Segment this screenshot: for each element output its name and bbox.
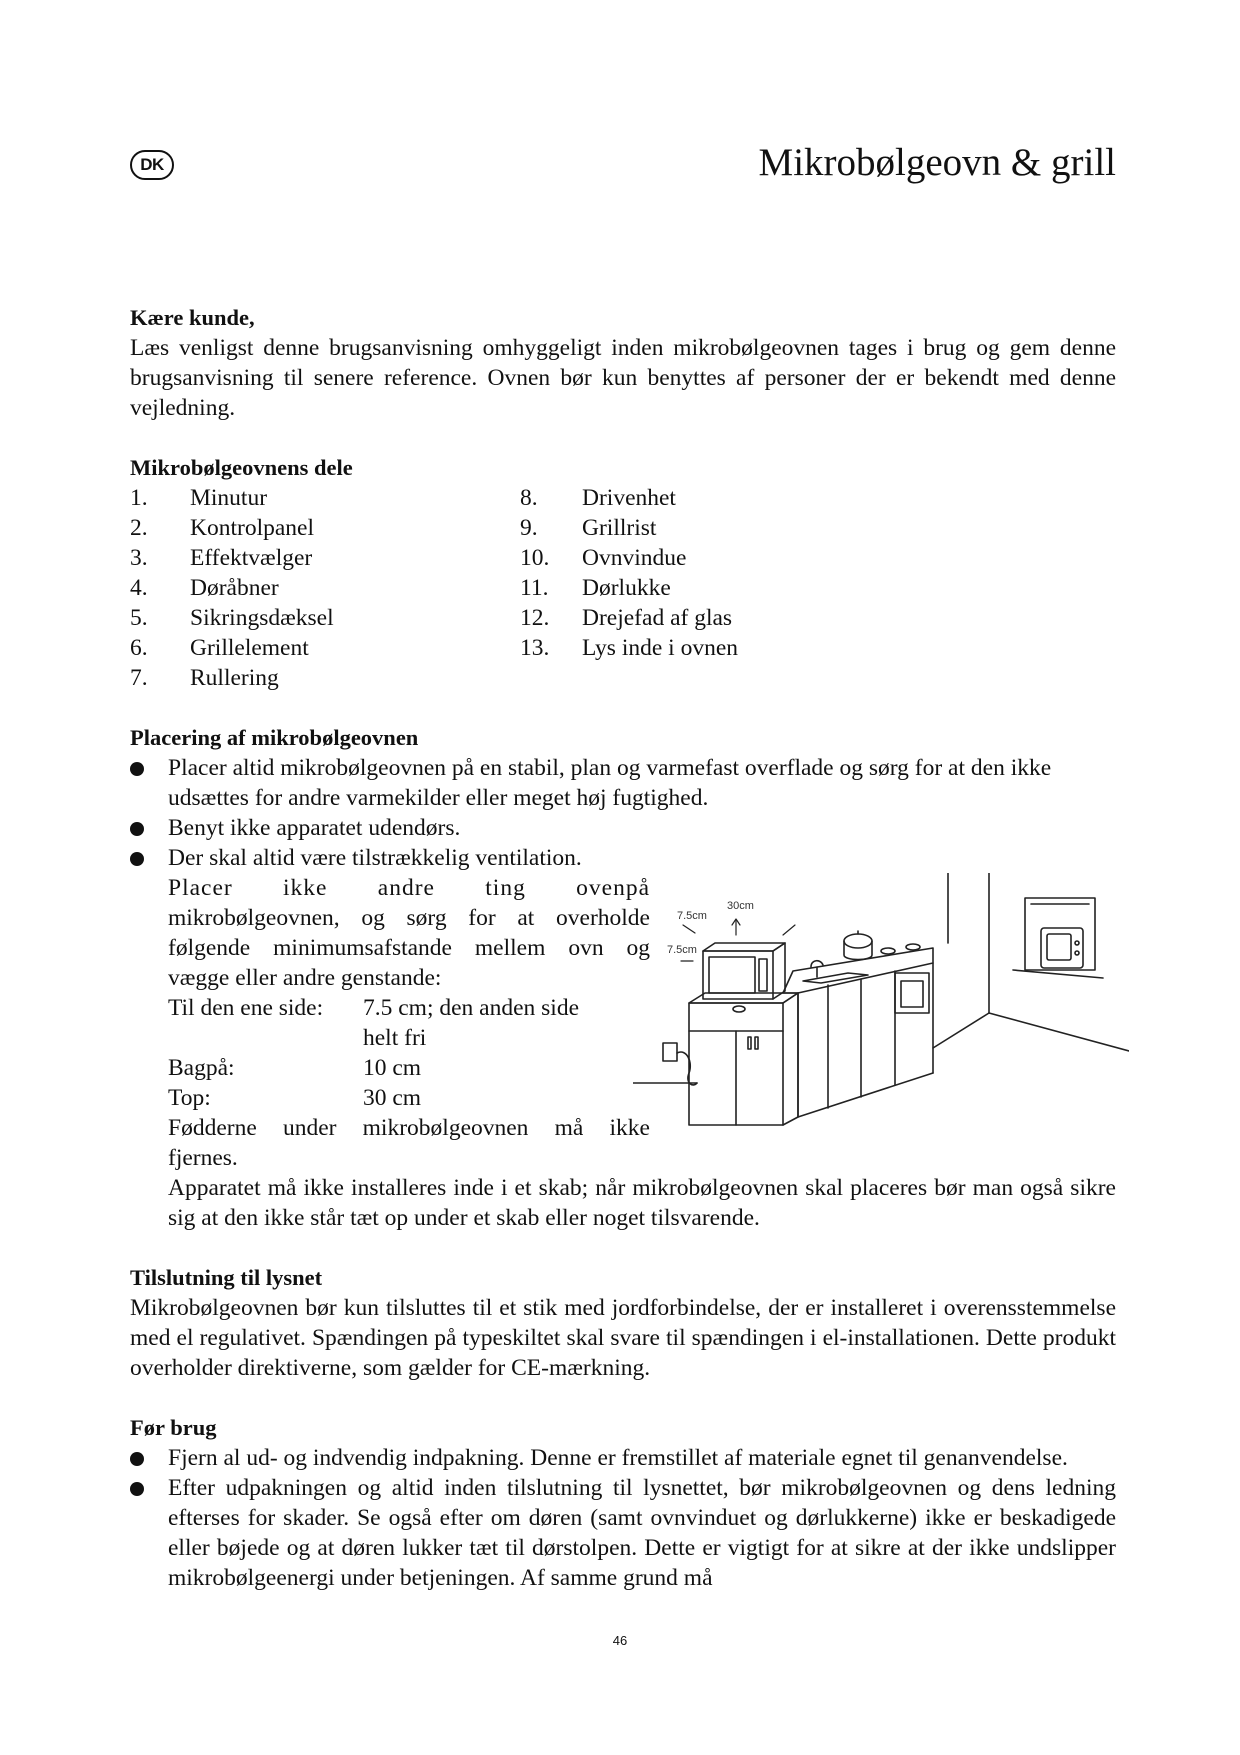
before-use-heading: Før brug — [130, 1415, 217, 1440]
part-label: Ovnvindue — [582, 545, 687, 571]
list-item: Der skal altid være tilstrækkelig ventilation. Placer ikke andre ting ovenpå mikrobølgeovnen, og sørg for at overholde følgende minimumsafstande mellem ovn og vægge eller andre genstande: Til den ene side: 7.5 cm; den anden side helt fri Bagpå: 10 cm Top: 30 cm Fødderne under mikrobølgeovnen må ikke fjernes. — [130, 843, 650, 1173]
parts-list — [130, 483, 1116, 693]
part-label: Sikringsdæksel — [190, 605, 334, 631]
figure-label-side-2: 7.5cm — [667, 944, 697, 956]
part-label: Døråbner — [190, 575, 279, 601]
part-number: 5. — [130, 605, 148, 631]
part-number: 3. — [130, 545, 148, 571]
connection-heading: Tilslutning til lysnet — [130, 1265, 323, 1290]
kitchen-installation-illustration — [633, 873, 1129, 1153]
part-number: 4. — [130, 575, 148, 601]
part-label: Minutur — [190, 485, 268, 511]
part-number: 9. — [520, 515, 538, 541]
part-number: 10. — [520, 545, 550, 571]
part-label: Effektvælger — [190, 545, 313, 571]
list-item: Fjern al ud- og indvendig indpakning. Denne er fremstillet af materiale egnet til genanvendelse. — [130, 1443, 1116, 1473]
part-label: Drejefad af glas — [582, 605, 733, 631]
list-item: Efter udpakningen og altid inden tilslutning til lysnettet, bør mikrobølgeovnen og dens ledning efterses for skader. Se også efter om døren (samt ovnvinduet og dørlukkerne) ikke er beskadigede eller bøjede og at døren lukker tæt til dørstolpen. Dette er vigtigt for at sikre at der ikke undslipper mikrobølgeenergi under betjeningen. Af samme grund må — [130, 1473, 1116, 1593]
part-label: Grillelement — [190, 635, 309, 661]
list-item: Benyt ikke apparatet udendørs. — [130, 813, 1116, 843]
page-content — [130, 303, 1116, 1593]
part-number: 2. — [130, 515, 148, 541]
figure-label-side: 7.5cm — [677, 910, 707, 922]
part-label: Lys inde i ovnen — [582, 635, 738, 661]
distance-table: Til den ene side: 7.5 cm; den anden side helt fri Bagpå: 10 cm Top: 30 cm — [168, 995, 580, 1111]
bullet-icon — [130, 822, 144, 836]
figure-label-top: 30cm — [727, 900, 754, 912]
part-label: Drivenhet — [582, 485, 676, 511]
placement-heading: Placering af mikrobølgeovnen — [130, 725, 419, 750]
language-badge: DK — [130, 150, 174, 180]
part-label: Rullering — [190, 665, 279, 691]
part-label: Dørlukke — [582, 575, 671, 601]
page-number: 46 — [612, 1633, 628, 1648]
list-item: Placer altid mikrobølgeovnen på en stabil, plan og varmefast overflade og sørg for at den ikke udsættes for andre varmekilder eller meget høj fugtighed. — [130, 753, 1116, 813]
bullet-icon — [130, 762, 144, 776]
connection-paragraph: Mikrobølgeovnen bør kun tilsluttes til et stik med jordforbindelse, der er installeret i overensstemmelse med el regulativet. Spændingen på typeskiltet skal svare til spændingen i el-installationen. Dette produkt overholder direktiverne, som gælder for CE-mærkning. — [130, 1295, 1116, 1381]
part-number: 7. — [130, 665, 148, 691]
part-number: 13. — [520, 635, 550, 661]
part-number: 6. — [130, 635, 148, 661]
bullet-icon — [130, 1482, 144, 1496]
bullet-icon — [130, 852, 144, 866]
part-label: Kontrolpanel — [190, 515, 314, 541]
part-label: Grillrist — [582, 515, 657, 541]
cabinet-paragraph: Apparatet må ikke installeres inde i et skab; når mikrobølgeovnen skal placeres bør man også sikre sig at den ikke står tæt op under et skab eller noget tilsvarende. — [168, 1175, 1116, 1231]
part-number: 1. — [130, 485, 148, 511]
parts-heading: Mikrobølgeovnens dele — [130, 455, 353, 480]
page-title: Mikrobølgeovn & grill — [758, 141, 1116, 184]
bullet-icon — [130, 1452, 144, 1466]
greeting-heading: Kære kunde, — [130, 305, 255, 330]
part-number: 8. — [520, 485, 538, 511]
part-number: 11. — [520, 575, 549, 601]
intro-paragraph: Læs venligst denne brugsanvisning omhyggeligt inden mikrobølgeovnen tages i brug og gem denne brugsanvisning til senere reference. Ovnen bør kun benyttes af personer der er bekendt med denne vejledning. — [130, 335, 1116, 421]
ventilation-section — [130, 843, 1116, 1173]
part-number: 12. — [520, 605, 550, 631]
